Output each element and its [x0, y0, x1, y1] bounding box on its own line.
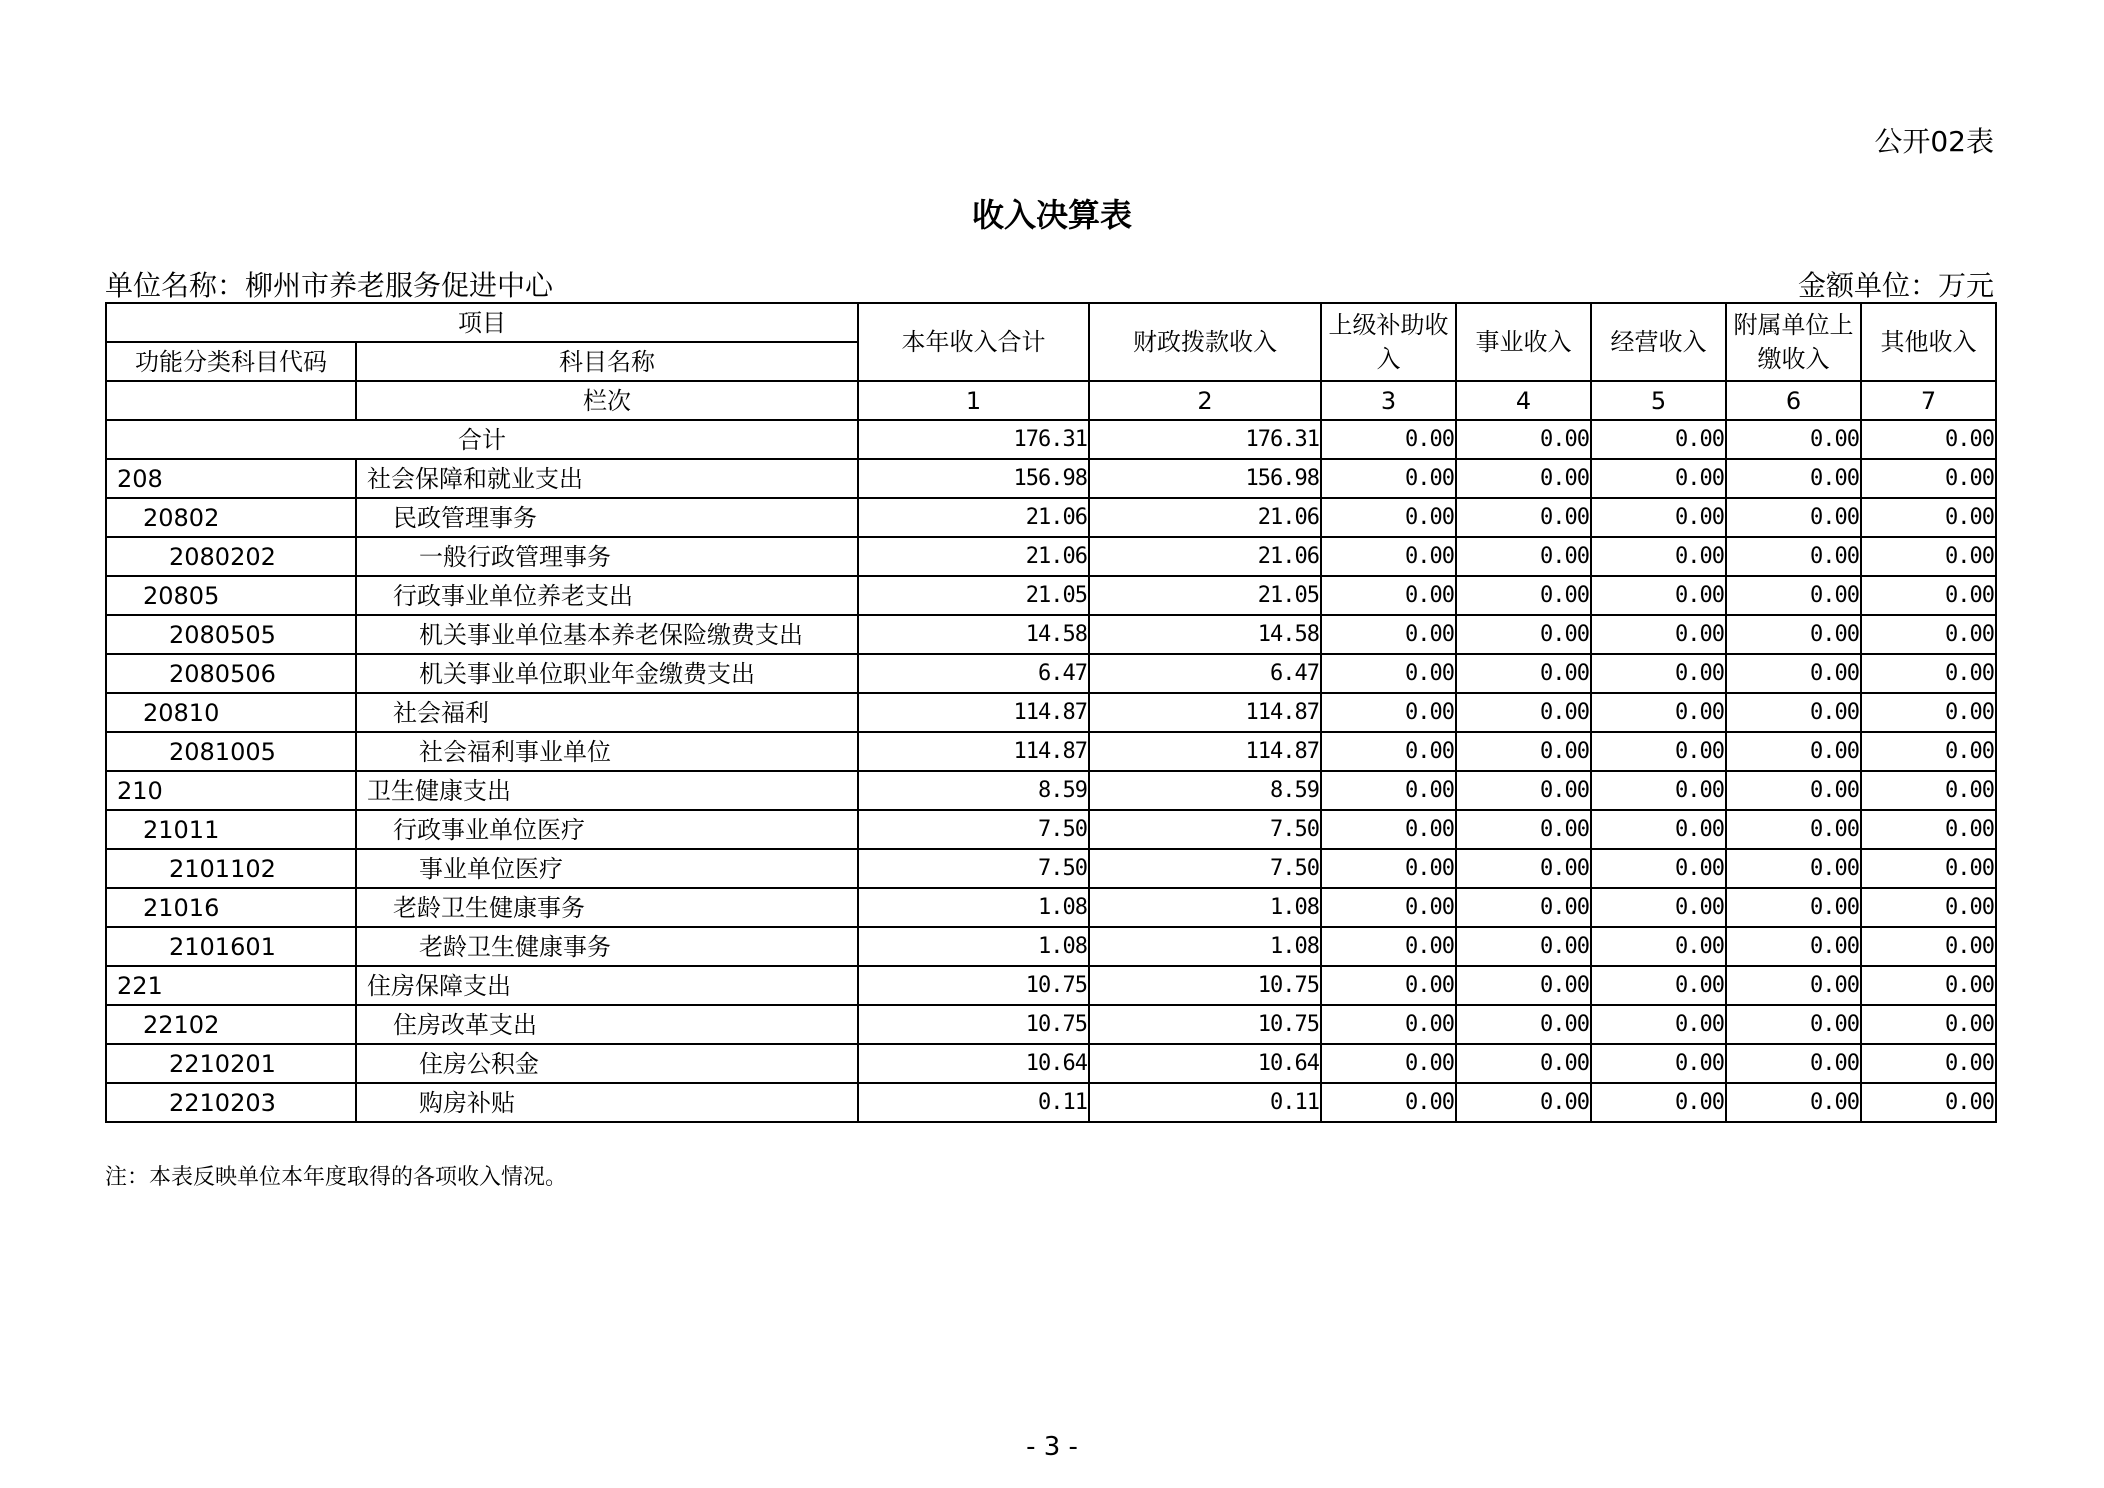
- row-value: 21.05: [1089, 576, 1321, 615]
- header-fiscal: 财政拨款收入: [1089, 303, 1321, 381]
- row-name: 民政管理事务: [356, 498, 858, 537]
- row-value: 0.00: [1456, 810, 1591, 849]
- table-row: [106, 849, 1996, 888]
- row-name: 一般行政管理事务: [356, 537, 858, 576]
- row-name: 行政事业单位医疗: [356, 810, 858, 849]
- row-value: 0.00: [1456, 654, 1591, 693]
- header-row-1: [106, 303, 1996, 342]
- row-value: 0.00: [1321, 654, 1456, 693]
- row-value: 0.00: [1726, 654, 1861, 693]
- table-row: [106, 459, 1996, 498]
- row-value: 0.00: [1861, 732, 1996, 771]
- row-value: 10.64: [858, 1044, 1089, 1083]
- row-value: 0.00: [1861, 498, 1996, 537]
- row-value: 0.00: [1321, 771, 1456, 810]
- row-code: 2080202: [106, 537, 356, 576]
- row-value: 0.00: [1591, 615, 1726, 654]
- row-value: 0.00: [1861, 888, 1996, 927]
- row-value: 8.59: [858, 771, 1089, 810]
- row-code: 208: [106, 459, 356, 498]
- row-value: 0.00: [1591, 1044, 1726, 1083]
- row-code: 2101102: [106, 849, 356, 888]
- row-value: 7.50: [858, 849, 1089, 888]
- row-value: 0.00: [1321, 693, 1456, 732]
- table-row: [106, 537, 1996, 576]
- row-value: 1.08: [858, 927, 1089, 966]
- row-value: 156.98: [858, 459, 1089, 498]
- row-name: 购房补贴: [356, 1083, 858, 1122]
- row-value: 0.00: [1591, 927, 1726, 966]
- row-value: 114.87: [1089, 693, 1321, 732]
- row-value: 0.00: [1726, 1005, 1861, 1044]
- page-number: - 3 -: [1026, 1432, 1078, 1462]
- row-value: 0.00: [1456, 888, 1591, 927]
- table-row: [106, 732, 1996, 771]
- table-row: [106, 693, 1996, 732]
- table-row: [106, 654, 1996, 693]
- col-num-1: 1: [858, 381, 1089, 420]
- table-row: [106, 576, 1996, 615]
- table-row: [106, 1005, 1996, 1044]
- row-value: 0.00: [1861, 810, 1996, 849]
- row-code: 2210201: [106, 1044, 356, 1083]
- row-value: 0.00: [1591, 966, 1726, 1005]
- row-value: 0.00: [1456, 693, 1591, 732]
- row-value: 0.00: [1591, 1083, 1726, 1122]
- row-value: 0.00: [1321, 810, 1456, 849]
- total-value: 0.00: [1456, 420, 1591, 459]
- row-value: 0.00: [1456, 459, 1591, 498]
- row-value: 1.08: [858, 888, 1089, 927]
- row-value: 0.00: [1456, 966, 1591, 1005]
- table-note: 注：本表反映单位本年度取得的各项收入情况。: [105, 1165, 568, 1190]
- row-value: 0.00: [1591, 1005, 1726, 1044]
- row-value: 0.00: [1861, 459, 1996, 498]
- row-value: 0.00: [1861, 615, 1996, 654]
- row-value: 0.00: [1726, 459, 1861, 498]
- col-num-5: 5: [1591, 381, 1726, 420]
- column-order-blank: [106, 381, 356, 420]
- row-name: 机关事业单位职业年金缴费支出: [356, 654, 858, 693]
- row-value: 0.11: [1089, 1083, 1321, 1122]
- row-value: 0.00: [1726, 1083, 1861, 1122]
- row-value: 8.59: [1089, 771, 1321, 810]
- header-business: 事业收入: [1456, 303, 1591, 381]
- row-value: 10.75: [1089, 1005, 1321, 1044]
- row-code: 20805: [106, 576, 356, 615]
- row-value: 0.00: [1456, 498, 1591, 537]
- row-name: 住房改革支出: [356, 1005, 858, 1044]
- row-value: 0.00: [1726, 888, 1861, 927]
- row-value: 114.87: [858, 693, 1089, 732]
- header-operating: 经营收入: [1591, 303, 1726, 381]
- row-name: 住房保障支出: [356, 966, 858, 1005]
- total-value: 0.00: [1321, 420, 1456, 459]
- row-value: 0.00: [1726, 615, 1861, 654]
- row-name: 机关事业单位基本养老保险缴费支出: [356, 615, 858, 654]
- row-code: 21016: [106, 888, 356, 927]
- row-value: 1.08: [1089, 927, 1321, 966]
- row-value: 0.00: [1726, 966, 1861, 1005]
- row-value: 0.00: [1726, 576, 1861, 615]
- row-value: 0.00: [1861, 966, 1996, 1005]
- total-label: 合计: [106, 420, 858, 459]
- row-value: 114.87: [1089, 732, 1321, 771]
- row-value: 0.00: [1726, 693, 1861, 732]
- row-value: 0.00: [1321, 1083, 1456, 1122]
- row-value: 0.00: [1726, 810, 1861, 849]
- row-value: 21.06: [1089, 498, 1321, 537]
- row-value: 0.00: [1456, 576, 1591, 615]
- row-value: 0.00: [1591, 576, 1726, 615]
- row-value: 0.00: [1861, 576, 1996, 615]
- table-row: [106, 888, 1996, 927]
- row-value: 0.00: [1726, 732, 1861, 771]
- table-row: [106, 615, 1996, 654]
- row-name: 社会福利: [356, 693, 858, 732]
- row-value: 0.00: [1321, 966, 1456, 1005]
- row-code: 21011: [106, 810, 356, 849]
- row-name: 社会福利事业单位: [356, 732, 858, 771]
- row-value: 0.00: [1861, 1083, 1996, 1122]
- row-value: 0.00: [1321, 888, 1456, 927]
- row-value: 14.58: [1089, 615, 1321, 654]
- row-value: 156.98: [1089, 459, 1321, 498]
- row-value: 0.00: [1726, 498, 1861, 537]
- page-title: 收入决算表: [971, 196, 1132, 234]
- row-value: 21.06: [858, 498, 1089, 537]
- row-value: 0.11: [858, 1083, 1089, 1122]
- row-code: 2080505: [106, 615, 356, 654]
- row-value: 7.50: [858, 810, 1089, 849]
- row-value: 0.00: [1321, 537, 1456, 576]
- table-row: [106, 1044, 1996, 1083]
- row-value: 14.58: [858, 615, 1089, 654]
- row-value: 0.00: [1726, 849, 1861, 888]
- total-value: 176.31: [1089, 420, 1321, 459]
- row-value: 0.00: [1456, 1083, 1591, 1122]
- header-affiliated: 附属单位上缴收入: [1726, 303, 1861, 381]
- table-row: [106, 498, 1996, 537]
- row-value: 0.00: [1591, 654, 1726, 693]
- row-value: 0.00: [1321, 1044, 1456, 1083]
- total-value: 0.00: [1726, 420, 1861, 459]
- row-name: 老龄卫生健康事务: [356, 927, 858, 966]
- row-code: 2101601: [106, 927, 356, 966]
- row-name: 住房公积金: [356, 1044, 858, 1083]
- row-code: 2080506: [106, 654, 356, 693]
- row-value: 0.00: [1321, 615, 1456, 654]
- row-value: 0.00: [1591, 888, 1726, 927]
- row-value: 0.00: [1726, 537, 1861, 576]
- unit-name: 单位名称：柳州市养老服务促进中心: [105, 269, 554, 302]
- row-value: 0.00: [1591, 537, 1726, 576]
- row-value: 0.00: [1321, 927, 1456, 966]
- row-value: 0.00: [1456, 849, 1591, 888]
- row-value: 0.00: [1591, 498, 1726, 537]
- income-table: [105, 302, 1997, 1123]
- row-value: 0.00: [1456, 1005, 1591, 1044]
- row-value: 0.00: [1861, 1005, 1996, 1044]
- column-order-label: 栏次: [356, 381, 858, 420]
- table-row: [106, 966, 1996, 1005]
- header-other: 其他收入: [1861, 303, 1996, 381]
- row-code: 20810: [106, 693, 356, 732]
- row-value: 0.00: [1456, 927, 1591, 966]
- col-num-7: 7: [1861, 381, 1996, 420]
- column-order-row: [106, 381, 1996, 420]
- row-value: 0.00: [1456, 771, 1591, 810]
- table-row: [106, 1083, 1996, 1122]
- col-num-4: 4: [1456, 381, 1591, 420]
- row-value: 114.87: [858, 732, 1089, 771]
- form-id: 公开02表: [1874, 125, 1994, 158]
- row-value: 10.75: [858, 1005, 1089, 1044]
- row-value: 0.00: [1591, 771, 1726, 810]
- row-value: 10.64: [1089, 1044, 1321, 1083]
- row-value: 0.00: [1321, 1005, 1456, 1044]
- row-code: 20802: [106, 498, 356, 537]
- table-row: [106, 771, 1996, 810]
- row-value: 0.00: [1591, 810, 1726, 849]
- table-row: [106, 810, 1996, 849]
- row-value: 0.00: [1321, 498, 1456, 537]
- row-value: 0.00: [1321, 459, 1456, 498]
- row-value: 0.00: [1456, 1044, 1591, 1083]
- row-value: 0.00: [1726, 927, 1861, 966]
- header-name: 科目名称: [356, 342, 858, 381]
- row-value: 0.00: [1456, 732, 1591, 771]
- row-value: 0.00: [1861, 849, 1996, 888]
- row-value: 10.75: [858, 966, 1089, 1005]
- row-value: 0.00: [1591, 459, 1726, 498]
- row-value: 0.00: [1726, 771, 1861, 810]
- row-code: 221: [106, 966, 356, 1005]
- row-value: 21.06: [858, 537, 1089, 576]
- row-value: 0.00: [1861, 771, 1996, 810]
- total-value: 176.31: [858, 420, 1089, 459]
- row-value: 7.50: [1089, 849, 1321, 888]
- row-code: 2210203: [106, 1083, 356, 1122]
- row-value: 0.00: [1456, 537, 1591, 576]
- row-code: 2081005: [106, 732, 356, 771]
- row-value: 0.00: [1456, 615, 1591, 654]
- row-value: 0.00: [1861, 1044, 1996, 1083]
- row-value: 0.00: [1321, 576, 1456, 615]
- row-value: 0.00: [1726, 1044, 1861, 1083]
- row-value: 0.00: [1861, 654, 1996, 693]
- row-value: 0.00: [1861, 927, 1996, 966]
- row-value: 0.00: [1321, 732, 1456, 771]
- row-value: 10.75: [1089, 966, 1321, 1005]
- row-name: 行政事业单位养老支出: [356, 576, 858, 615]
- header-code: 功能分类科目代码: [106, 342, 356, 381]
- row-name: 事业单位医疗: [356, 849, 858, 888]
- header-project: 项目: [106, 303, 858, 342]
- row-name: 卫生健康支出: [356, 771, 858, 810]
- total-value: 0.00: [1591, 420, 1726, 459]
- header-total: 本年收入合计: [858, 303, 1089, 381]
- row-value: 6.47: [1089, 654, 1321, 693]
- row-value: 0.00: [1591, 732, 1726, 771]
- row-value: 6.47: [858, 654, 1089, 693]
- row-code: 22102: [106, 1005, 356, 1044]
- total-value: 0.00: [1861, 420, 1996, 459]
- col-num-6: 6: [1726, 381, 1861, 420]
- row-value: 0.00: [1591, 693, 1726, 732]
- row-value: 0.00: [1321, 849, 1456, 888]
- amount-unit: 金额单位：万元: [1797, 269, 1994, 302]
- row-value: 0.00: [1861, 693, 1996, 732]
- row-value: 21.06: [1089, 537, 1321, 576]
- row-value: 0.00: [1591, 849, 1726, 888]
- row-name: 老龄卫生健康事务: [356, 888, 858, 927]
- row-value: 7.50: [1089, 810, 1321, 849]
- total-row: [106, 420, 1996, 459]
- col-num-3: 3: [1321, 381, 1456, 420]
- col-num-2: 2: [1089, 381, 1321, 420]
- table-row: [106, 927, 1996, 966]
- row-value: 0.00: [1861, 537, 1996, 576]
- row-name: 社会保障和就业支出: [356, 459, 858, 498]
- header-superior: 上级补助收入: [1321, 303, 1456, 381]
- row-value: 1.08: [1089, 888, 1321, 927]
- row-code: 210: [106, 771, 356, 810]
- row-value: 21.05: [858, 576, 1089, 615]
